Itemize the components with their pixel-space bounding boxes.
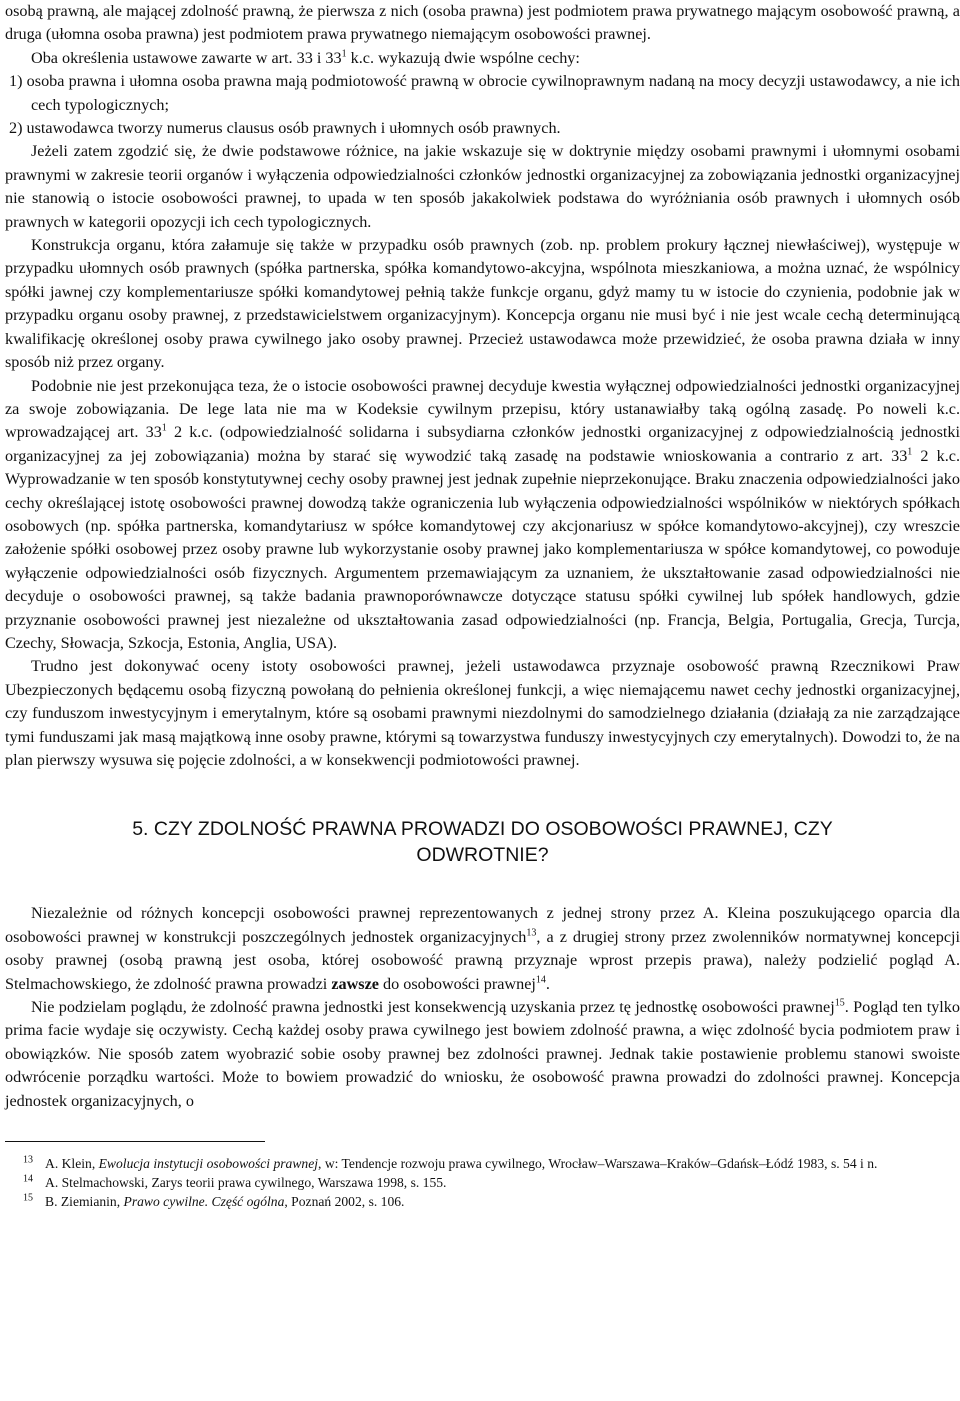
footnote-ref[interactable]: 15 <box>834 997 845 1009</box>
paragraph-8 <box>5 996 960 1113</box>
footnote-text: A. Stelmachowski, Zarys teorii prawa cywilnego, Warszawa 1998, s. 155. <box>45 1175 447 1191</box>
list-item-2: 2) ustawodawca tworzy numerus clausus osób prawnych i ułomnych osób prawnych. <box>9 119 561 138</box>
footnote-text-cont: , Poznań 2002, s. 106. <box>284 1194 405 1210</box>
footnote-ref[interactable]: 13 <box>526 927 537 939</box>
paragraph-4: Konstrukcja organu, która załamuje się także w przypadku osób prawnych (zob. np. problem prokury łącznej niewłaściwej), występuje w przypadku ułomnych osób prawnych (spółka partnerska, spółka komandytowo-akcyjna, wspólnota mieszkaniowa, a można uznać, że wspólnicy spółki jawnej czy komplementariusze spółki komandytowej pełnią także funkcje organu, gdyż mamy tu w istocie do czynienia, podobnie jak w przypadku organu osoby prawnej, z przedstawicielstwem organizacyjnym). Koncepcja organu nie musi być i nie jest wcale cechą determinującą kwalifikację określonej osoby prawa cywilnego jako osoby prawnej. Przecież ustawodawca może przewidzieć, że osoba prawna działa w inny sposób niż przez organy. <box>5 236 960 372</box>
footnote-text: A. Klein, <box>45 1156 99 1172</box>
paragraph-2-text: Oba określenia ustawowe zawarte w art. 33 i 33 <box>31 48 342 67</box>
footnote-title: Prawo cywilne. Część ogólna <box>123 1194 285 1210</box>
bold-word: zawsze <box>331 974 379 993</box>
paragraph-1: osobą prawną, ale mającej zdolność prawną, że pierwsza z nich (osoba prawna) jest podmiotem prawa prywatnego mającym osobowość prawną, a druga (ułomna osoba prawna) jest podmiotem prawa prywatnego niemającym osobowości prawnej. <box>5 2 960 44</box>
footnote-mark: 14 <box>23 1173 33 1185</box>
footnote-mark: 13 <box>23 1154 33 1166</box>
footnote-divider <box>5 1141 265 1142</box>
heading-line-2: ODWROTNIE? <box>416 844 549 867</box>
footnote-text-cont: , w: Tendencje rozwoju prawa cywilnego, Wrocław–Warszawa–Kraków–Gdańsk–Łódź 1983, s. 54 i n. <box>318 1156 878 1172</box>
paragraph-8-text-cont: . Pogląd ten tylko prima facie wydaje się oczywisty. Cechą każdej osoby prawa cywilnego jest bowiem zdolność prawna, a więc zdolność bycia podmiotem praw i obowiązków. Nie sposób zatem wyobrazić sobie osoby prawnej bez zdolności prawnej. Jednak takie postawienie problemu stanowi swoiste odwrócenie porządku wartości. Może to bowiem prowadzić do wniosku, że osobowość prawna prowadzi do zdolności prawnej. Koncepcja jednostek organizacyjnych, o <box>5 998 960 1110</box>
superscript: 1 <box>341 48 347 60</box>
paragraph-7-text-cont: , a z drugiej strony przez zwolenników normatywnej koncepcji osoby prawnej (osobą prawną jest osoba, której osobowość prawną przyznaje wprost przepis prawa), należy podzielić pogląd A. Stelmachowskiego, że zdolność prawna prowadzi <box>5 927 960 993</box>
paragraph-2 <box>5 47 960 70</box>
paragraph-5-text-cont: 2 k.c. (odpowiedzialność solidarna i subsydiarna członków jednostki organizacyjnej z odpowiedzialnością jednostki organizacyjnej za jej zobowiązania) można by starać się wywodzić taką zasadę na podstawie wnioskowania a contrario z art. 33 <box>5 423 960 465</box>
paragraph-7-period: . <box>545 974 550 993</box>
paragraph-2-text-cont: k.c. wykazują dwie wspólne cechy: <box>346 48 580 67</box>
footnote-text: B. Ziemianin, <box>45 1194 124 1210</box>
paragraph-5 <box>5 375 960 656</box>
footnote-13 <box>5 1154 960 1173</box>
paragraph-7-text: Niezależnie od różnych koncepcji osobowości prawnej reprezentowanych z jednej strony przez A. Kleina poszukującego oparcia dla osobowości prawnej w konstrukcji poszczególnych jednostek organizacyjnych <box>5 904 960 946</box>
footnote-14 <box>5 1173 960 1192</box>
footnote-mark: 15 <box>23 1192 33 1204</box>
footnote-ref[interactable]: 14 <box>535 974 546 986</box>
paragraph-7-text-end: do osobowości prawnej <box>378 974 536 993</box>
paragraph-3: Jeżeli zatem zgodzić się, że dwie podstawowe różnice, na jakie wskazuje się w doktrynie między osobami prawnymi i ułomnymi osobami prawnymi w zakresie teorii organów i wyłączenia odpowiedzialności członków jednostki organizacyjnej za zobowiązania jednostki organizacyjnej nie stanowią o istocie osobowości prawnej, to upada w ten sposób jakakolwiek podstawa do wyróżniania osób prawnych i ułomnych osób prawnych w kategorii opozycji ich cech typologicznych. <box>5 142 960 231</box>
paragraph-8-text: Nie podzielam poglądu, że zdolność prawna jednostki jest konsekwencją uzyskania przez tę jednostkę osobowości prawnej <box>31 998 835 1017</box>
paragraph-5-text: Podobnie nie jest przekonująca teza, że o istocie osobowości prawnej decyduje kwestia wyłącznej odpowiedzialności jednostki organizacyjnej za swoje zobowiązania. De lege lata nie ma w Kodeksie cywilnym przepisu, który ustanawiałby taką ogólną zasadę. Po noweli k.c. wprowadzającej art. 33 <box>5 376 960 442</box>
list-item-1: 1) osoba prawna i ułomna osoba prawna mają podmiotowość prawną w obrocie cywilnoprawnym nadaną na mocy decyzji ustawodawcy, a nie ich cech typologicznych; <box>9 72 960 114</box>
section-heading <box>5 816 960 868</box>
paragraph-6: Trudno jest dokonywać oceny istoty osobowości prawnej, jeżeli ustawodawca przyznaje osobowość prawną Rzecznikowi Praw Ubezpieczonych będącemu osobą fizyczną powołaną do pełnienia określonej funkcji, a więc niemającemu nawet cechy jednostki organizacyjnej, czy funduszom inwestycyjnym i emerytalnym, które są osobami prawnymi niezdolnymi do samodzielnego działania (działają za nie zarządzające tymi funduszami jak masą majątkową inne osoby prawne, którymi są towarzystwa funduszy inwestycyjnych czy emerytalnych). Dowodzi to, że na plan pierwszy wysuwa się pojęcie zdolności, a w konsekwencji podmiotowości prawnej. <box>5 657 960 769</box>
heading-line-1: 5. CZY ZDOLNOŚĆ PRAWNA PROWADZI DO OSOBOWOŚCI PRAWNEJ, CZY <box>132 818 833 841</box>
paragraph-7 <box>5 902 960 996</box>
paragraph-5-text-end: 2 k.c. Wyprowadzanie w ten sposób konstytutywnej cechy osoby prawnej jest jednak zupełnie nieprzekonujące. Braku znaczenia odpowiedzialności jako cechy określającej istotę osobowości prawnej dowodzą także ograniczenia lub wyłączenia odpowiedzialności wspólników w niektórych spółkach osobowych (np. spółka partnerska, komandytariusz w spółce komandytowej czy akcjonariusz w spółce komandytowo-akcyjnej), czy wreszcie założenie spółki osobowej przez osoby prawne lub wykorzystanie osoby prawnej jako komplementariusza w spółce komandytowej, co powoduje wyłączenie odpowiedzialności osób fizycznych. Argumentem przemawiającym za uznaniem, że ukształtowanie zasad odpowiedzialności nie decyduje o osobowości prawnej, są także badania prawnoporównawcze dotyczące statusu spółki cywilnej lub spółek handlowych, gdzie przyznanie osobowości prawnej jest niezależne od ukształtowania zasad odpowiedzialności (np. Francja, Belgia, Portugalia, Grecja, Turcja, Czechy, Słowacja, Szkocja, Estonia, Anglia, USA). <box>5 446 960 652</box>
footnote-15 <box>5 1192 960 1211</box>
footnote-title: Ewolucja instytucji osobowości prawnej <box>98 1156 319 1172</box>
superscript: 1 <box>161 422 167 434</box>
superscript: 1 <box>907 446 913 458</box>
